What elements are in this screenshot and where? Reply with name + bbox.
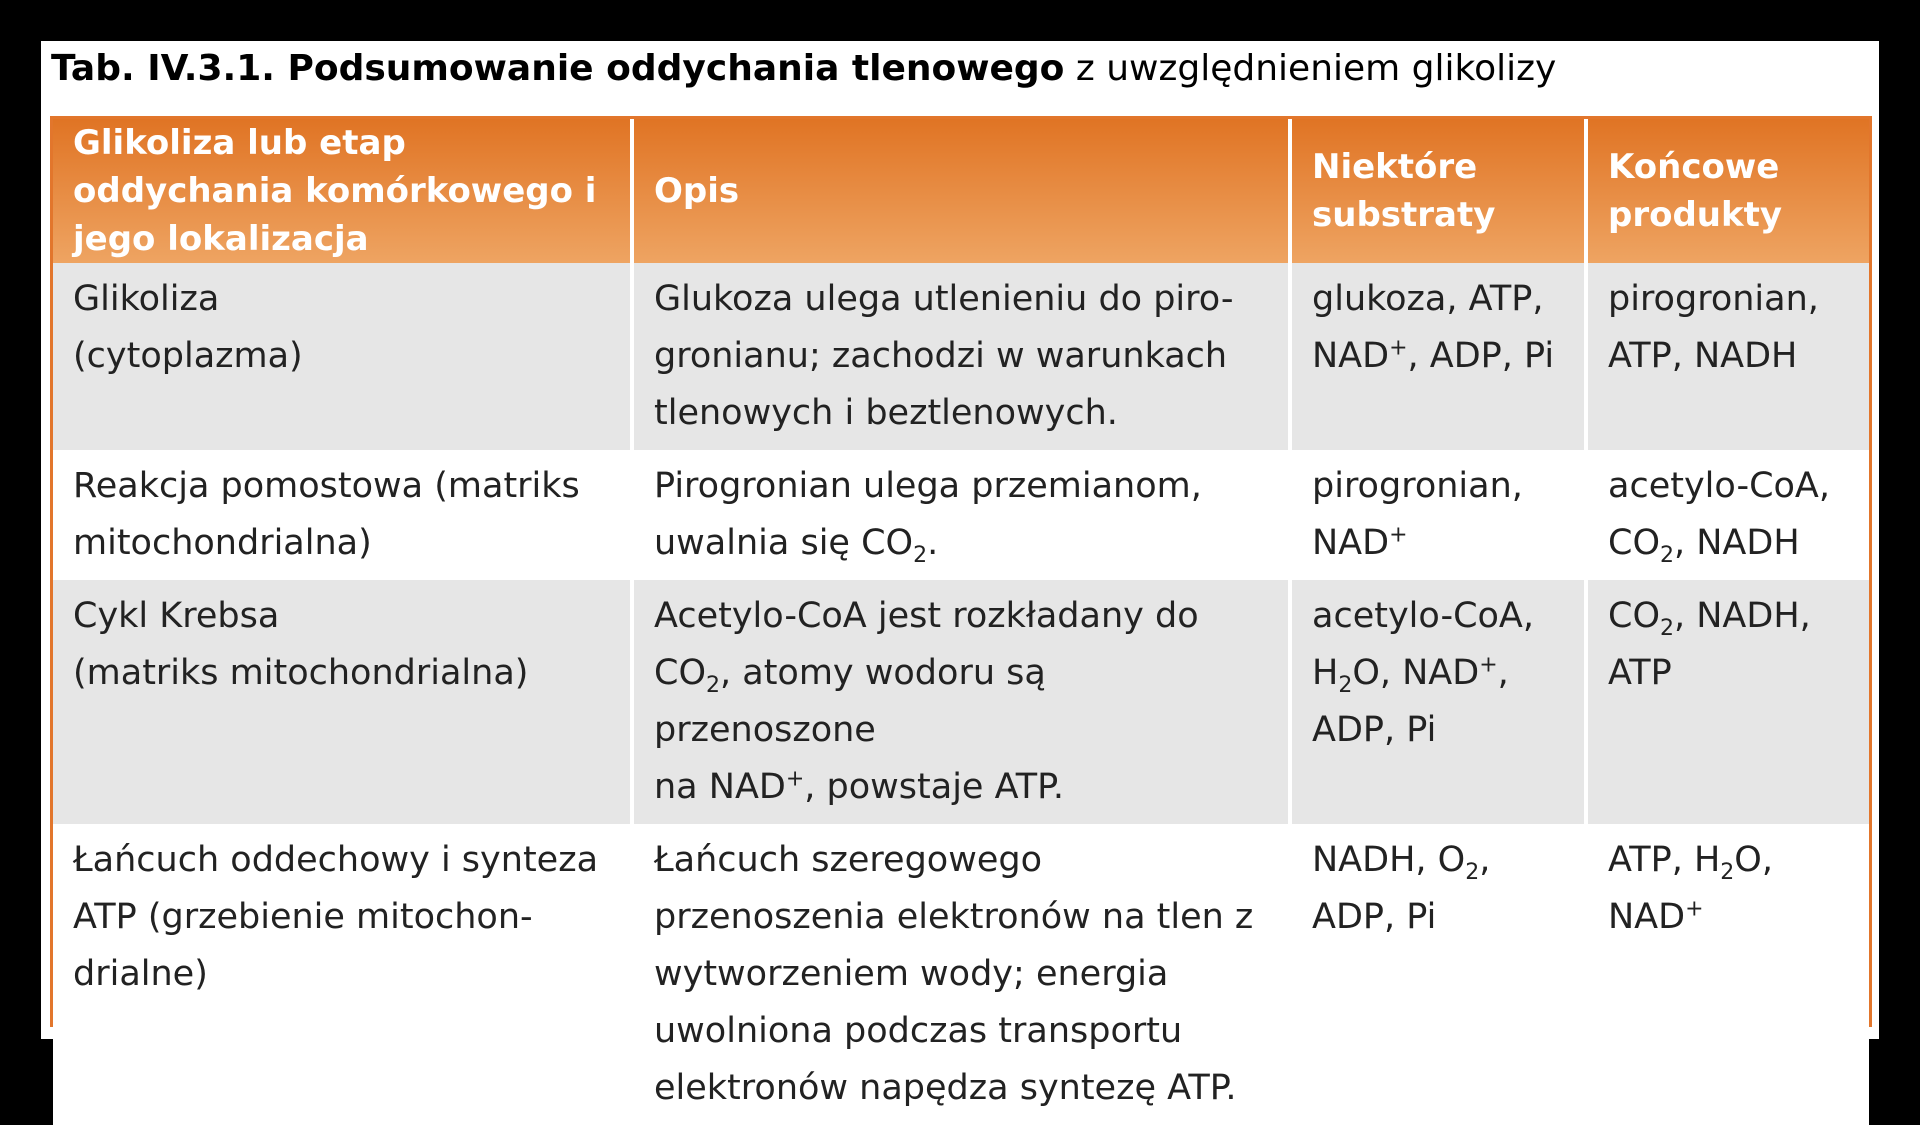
cell-description: Acetylo-CoA jest rozkładany do $CO_2$, atomy wodoru są przenoszone na NAD+, powstaje ATP. <box>632 580 1290 824</box>
cell-products: $CO_2$, NADH, ATP <box>1586 580 1869 824</box>
table-row <box>53 580 1869 824</box>
document-page <box>41 41 1879 1108</box>
cell-products: acetylo-CoA, $CO_2$, NADH <box>1586 450 1869 580</box>
table-row <box>53 450 1869 580</box>
cell-products: ATP, $H_2O$, NAD+ <box>1586 824 1869 1125</box>
cell-substrates: pirogronian, NAD+ <box>1290 450 1586 580</box>
cell-description: Pirogronian ulega przemianom, uwalnia się $CO_2$. <box>632 450 1290 580</box>
cell-stage: Glikoliza (cytoplazma) <box>53 263 632 450</box>
caption-rest: z uwzględnieniem glikolizy <box>1075 48 1557 89</box>
cell-stage: Reakcja pomostowa (matriks mitochondrialna) <box>53 450 632 580</box>
caption-bold: Tab. IV.3.1. Podsumowanie oddychania tlenowego <box>51 48 1065 89</box>
cell-description: Glukoza ulega utlenieniu do piro-gronianu; zachodzi w warunkach tlenowych i beztlenowych. <box>632 263 1290 450</box>
cell-substrates: glukoza, ATP, NAD+, ADP, Pi <box>1290 263 1586 450</box>
cell-description: Łańcuch szeregowego przenoszenia elektronów na tlen z wytworzeniem wody; energia uwolniona podczas transportu elektronów napędza syntezę ATP. <box>632 824 1290 1125</box>
cell-stage: Łańcuch oddechowy i synteza ATP (grzebienie mitochon-drialne) <box>53 824 632 1125</box>
table-row <box>53 263 1869 450</box>
header-description: Opis <box>632 119 1290 263</box>
cell-stage: Cykl Krebsa (matriks mitochondrialna) <box>53 580 632 824</box>
cell-substrates: acetylo-CoA, $H_2O$, NAD+, ADP, Pi <box>1290 580 1586 824</box>
table-header-row <box>53 119 1869 263</box>
summary-table <box>50 116 1872 1108</box>
header-stage: Glikoliza lub etap oddychania komórkowego i jego lokalizacja <box>53 119 632 263</box>
header-substrates: Niektóre substraty <box>1290 119 1586 263</box>
cell-products: pirogronian, ATP, NADH <box>1586 263 1869 450</box>
table-caption <box>51 43 1556 95</box>
cell-substrates: NADH, $O_2$, ADP, Pi <box>1290 824 1586 1125</box>
header-products: Końcowe produkty <box>1586 119 1869 263</box>
